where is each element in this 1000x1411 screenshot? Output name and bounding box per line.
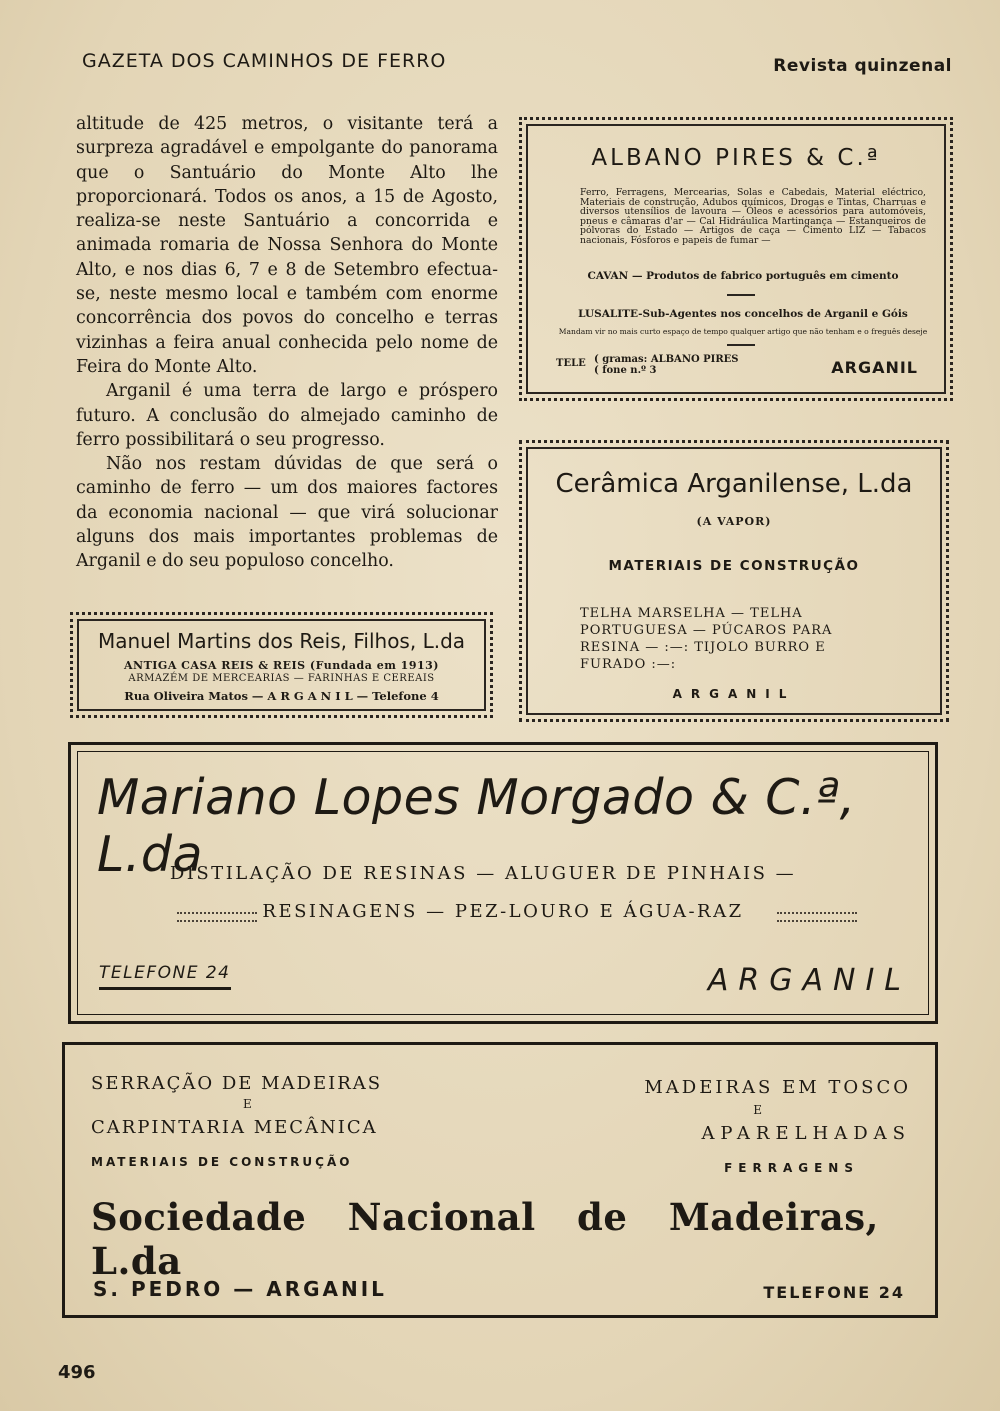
ad-products: TELHA MARSELHA — TELHA PORTUGUESA — PÚCAROS PARA RESINA — :—: TIJOLO BURRO E FURADO :—:	[580, 606, 833, 672]
journal-subtitle: Revista quinzenal	[773, 56, 952, 76]
ad-ceramica-arganilense	[519, 440, 949, 722]
ad-line: Mandam vir no mais curto espaço de tempo qualquer artigo que não tenham e o freguês deseje	[558, 327, 928, 336]
ad-title: ALBANO PIRES & C.ª	[591, 145, 881, 171]
ad-manuel-martins	[70, 612, 493, 718]
ad-albano-pires	[519, 117, 953, 401]
ad-line: ANTIGA CASA REIS & REIS (Fundada em 1913)	[124, 659, 439, 672]
ad-phone: ( fone n.º 3	[594, 365, 657, 376]
ad-town: ARGANIL	[831, 358, 918, 377]
ad-line: CARPINTARIA MECÂNICA	[91, 1117, 378, 1138]
ad-line: SERRAÇÃO DE MADEIRAS	[91, 1073, 383, 1094]
ad-line: LUSALITE-Sub-Agentes nos concelhos de Arganil e Góis	[578, 308, 908, 320]
decorative-dots	[777, 912, 857, 922]
ad-line: CAVAN — Produtos de fabrico português em cimento	[587, 270, 899, 282]
ad-line: DISTILAÇÃO DE RESINAS — ALUGUER DE PINHAIS —	[169, 863, 797, 884]
ad-line: RESINAGENS — PEZ-LOURO E ÁGUA-RAZ	[262, 901, 744, 922]
ad-line: ARMAZÉM DE MERCEARIAS — FARINHAS E CEREAIS	[128, 673, 435, 684]
article-paragraph: altitude de 425 metros, o visitante terá a surpreza agradável e empolgante do panorama que o Santuário do Monte Alto lhe proporcionará. Todos os anos, a 15 de Agosto, realiza-se neste Santuário a concorrida e animada romaria de Nossa Senhora do Monte Alto, e nos dias 6, 7 e 8 de Setembro efectua-se, neste mesmo local e também com enorme concorrência dos povos do concelho e terras vizinhas a feira anual conhecida pelo nome de Feira do Monte Alto.	[76, 114, 498, 377]
ad-title: Manuel Martins dos Reis, Filhos, L.da	[97, 629, 466, 653]
ad-title: Cerâmica Arganilense, L.da	[555, 469, 913, 499]
ad-tele-details	[594, 354, 739, 376]
divider	[727, 294, 755, 296]
ad-conjunction: E	[753, 1103, 762, 1117]
divider	[727, 344, 755, 346]
ad-telegram: ( gramas: ALBANO PIRES	[594, 354, 739, 365]
page-number: 496	[58, 1362, 96, 1383]
ad-heading: MATERIAIS DE CONSTRUÇÃO	[608, 558, 860, 574]
ad-town: S. PEDRO — ARGANIL	[93, 1277, 387, 1301]
ad-town: ARGANIL	[672, 687, 796, 701]
article-paragraph: Arganil é uma terra de largo e próspero futuro. A conclusão do almejado caminho de ferro possibilitará o seu progresso.	[76, 381, 498, 450]
ad-description: Ferro, Ferragens, Mercearias, Solas e Cabedais, Material eléctrico, Materiais de construção, Adubos químicos, Drogas e Tintas, Charruas e diversos utensílios de lavoura — Óleos e acessórios para automóveis, pneus e câmaras d'ar — Cal Hidráulica Martingança — Estanqueiros de pólvoras do Estado — Artigos de caça — Cimento LIZ — Tabacos nacionais, Fósforos e papeis de fumar —	[580, 187, 926, 246]
ad-line: MATERIAIS DE CONSTRUÇÃO	[91, 1155, 353, 1169]
ad-mariano-lopes-morgado	[68, 742, 938, 1024]
ad-title: Mariano Lopes Morgado & C.ª, L.da	[97, 769, 856, 883]
ad-tele-label: TELE	[556, 358, 586, 369]
ad-line: MADEIRAS EM TOSCO	[644, 1077, 911, 1098]
ad-line: FERRAGENS	[724, 1161, 859, 1175]
ad-line: APARELHADAS	[701, 1123, 911, 1144]
ad-line: Rua Oliveira Matos — A R G A N I L — Telefone 4	[124, 689, 439, 703]
ad-subtitle: (A VAPOR)	[696, 515, 772, 528]
ad-town: ARGANIL	[707, 963, 911, 998]
ad-phone: TELEFONE 24	[763, 1283, 905, 1302]
journal-title: GAZETA DOS CAMINHOS DE FERRO	[82, 50, 447, 72]
ad-phone: TELEFONE 24	[99, 963, 231, 990]
ad-sociedade-nacional-madeiras	[62, 1042, 938, 1318]
article-paragraph: Não nos restam dúvidas de que será o caminho de ferro — um dos maiores factores da economia nacional — que virá solucionar alguns dos mais importantes problemas de Arganil e do seu populoso concelho.	[76, 454, 498, 572]
ad-conjunction: E	[243, 1097, 252, 1111]
ad-title: Sociedade Nacional de Madeiras, L.da	[91, 1195, 879, 1283]
article-text	[76, 112, 498, 574]
